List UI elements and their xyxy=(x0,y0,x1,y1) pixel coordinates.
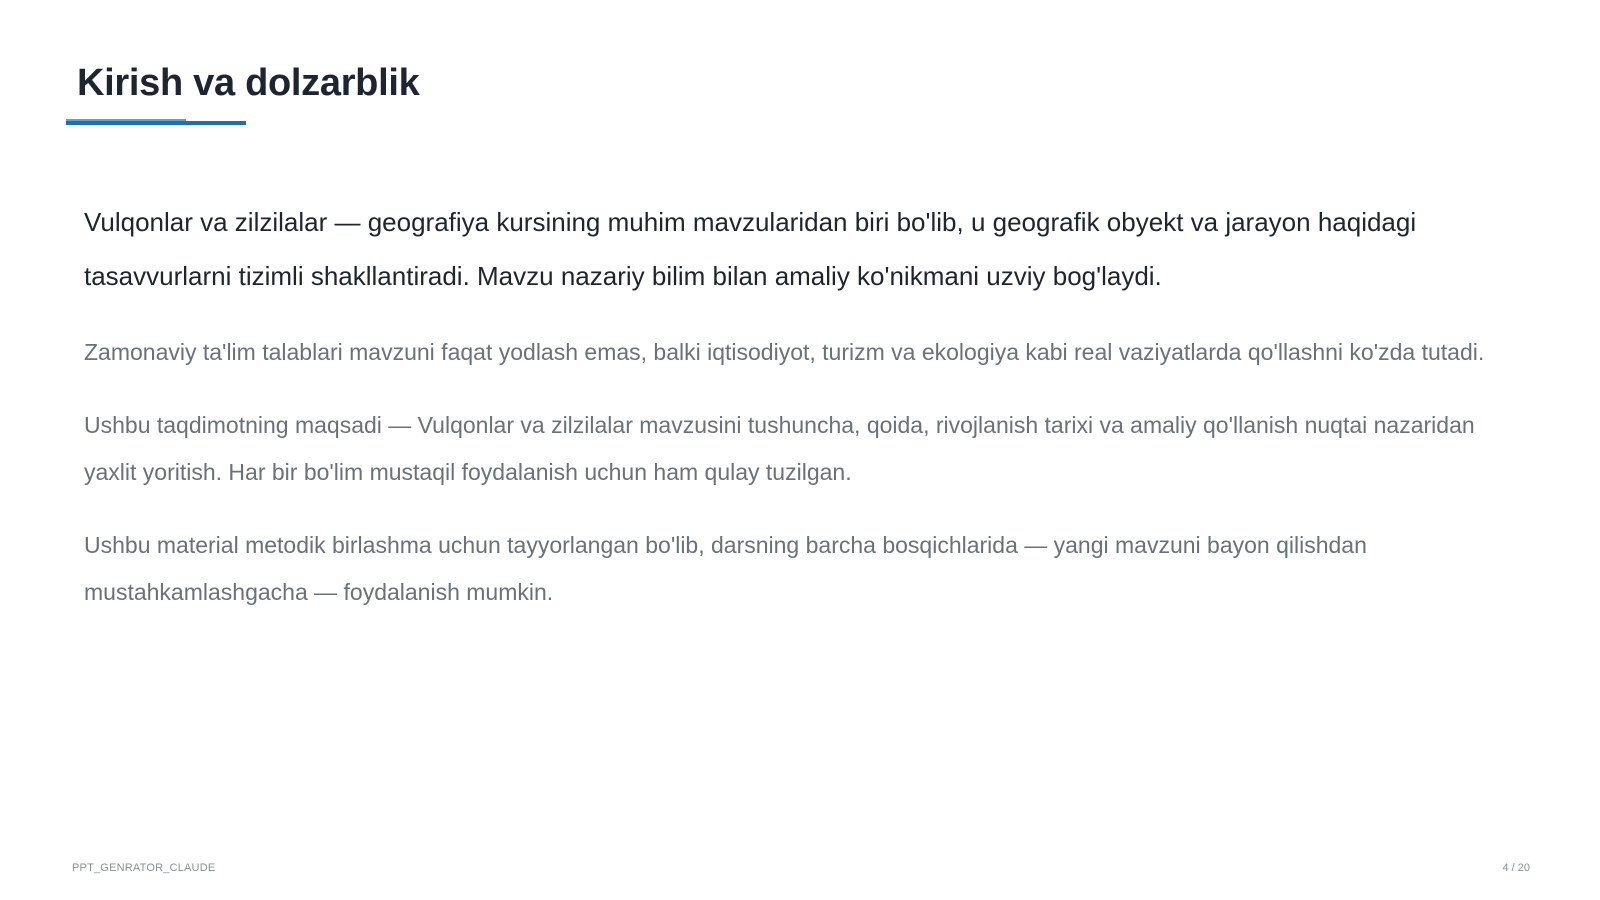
title-underline xyxy=(66,121,246,125)
body-paragraph-3: Ushbu material metodik birlashma uchun tayyorlangan bo'lib, darsning barcha bosqichlarida — yangi mavzuni bayon qilishdan mustahkamlashgacha — foydalanish mumkin. xyxy=(84,532,1367,605)
body-paragraph-1: Zamonaviy ta'lim talablari mavzuni faqat yodlash emas, balki iqtisodiyot, turizm va ekologiya kabi real vaziyatlarda qo'llashni ko'zda tutadi. xyxy=(84,339,1485,365)
slide-title: Kirish va dolzarblik xyxy=(77,62,420,104)
lead-paragraph: Vulqonlar va zilzilalar — geografiya kursining muhim mavzularidan biri bo'lib, u geografik obyekt va jarayon haqidagi tasavvurlarni tizimli shakllantiradi. Mavzu nazariy bilim bilan amaliy ko'nikmani uzviy bog'laydi. xyxy=(84,207,1417,291)
body-paragraph-2: Ushbu taqdimotning maqsadi — Vulqonlar va zilzilalar mavzusini tushuncha, qoida, rivojlanish tarixi va amaliy qo'llanish nuqtai nazaridan yaxlit yoritish. Har bir bo'lim mustaqil foydalanish uchun ham qulay tuzilgan. xyxy=(84,412,1475,485)
page-number: 4 / 20 xyxy=(1502,862,1530,874)
footer-source: PPT_GENRATOR_CLAUDE xyxy=(72,862,216,874)
slide-content xyxy=(84,195,1514,642)
